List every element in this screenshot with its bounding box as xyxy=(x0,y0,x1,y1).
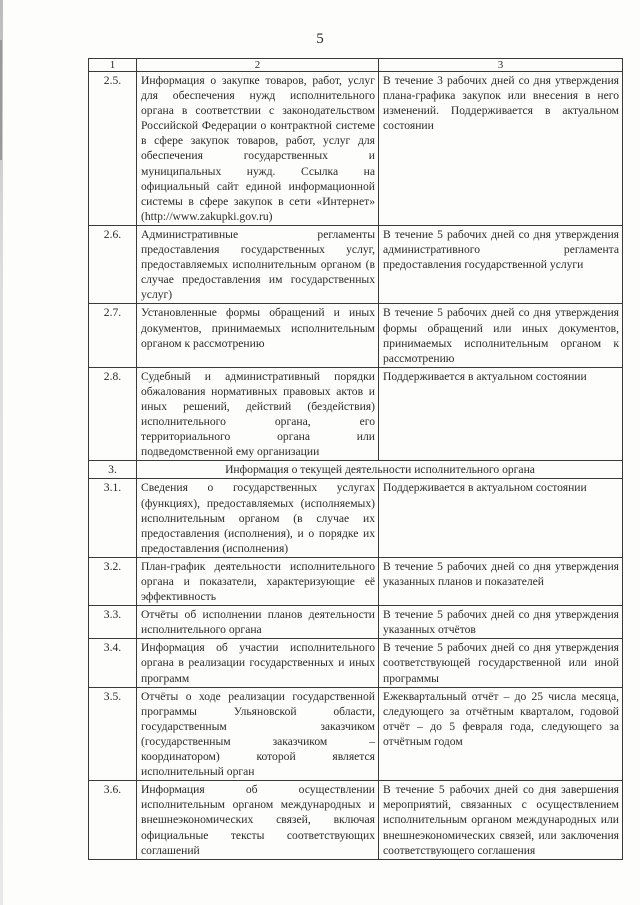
row-number: 3.4. xyxy=(89,639,137,687)
table-header-row xyxy=(89,59,623,72)
row-deadline: В течение 5 рабочих дней со дня утверждения указанных планов и показателей xyxy=(379,557,623,605)
row-description: Информация об осуществлении исполнительным органом международных и внешнеэкономических связей, включая официальные тексты соответствующих соглашений xyxy=(137,781,379,859)
table-row xyxy=(89,606,623,639)
document-table xyxy=(88,58,622,860)
table-row xyxy=(89,225,623,303)
row-number: 3.2. xyxy=(89,557,137,605)
row-deadline: В течение 3 рабочих дней со дня утверждения плана-графика закупок или внесения в него изменений. Поддерживается в актуальном состоянии xyxy=(379,72,623,226)
row-number: 3.6. xyxy=(89,781,137,859)
row-description: Отчёты об исполнении планов деятельности исполнительного органа xyxy=(137,606,379,639)
row-description: Информация о закупке товаров, работ, услуг для обеспечения нужд исполнительного органа в соответствии с законодательством Российской Федерации о контрактной системе в сфере закупок товаров, работ, услуг для обеспечения государственных и муниципальных нужд. Ссылка на официальный сайт единой информационной системы в сфере закупок в сети «Интернет» (http://www.zakupki.gov.ru) xyxy=(137,72,379,226)
row-number: 2.6. xyxy=(89,225,137,303)
row-deadline: В течение 5 рабочих дней со дня утверждения соответствующей государственной или иной программы xyxy=(379,639,623,687)
header-col-3: 3 xyxy=(379,59,623,72)
row-description: План-график деятельности исполнительного органа и показатели, характеризующие её эффективность xyxy=(137,557,379,605)
row-number: 2.8. xyxy=(89,367,137,461)
table-row xyxy=(89,304,623,367)
info-table xyxy=(88,58,623,860)
page-number: 5 xyxy=(316,31,324,47)
row-deadline: В течение 5 рабочих дней со дня завершения мероприятий, связанных с осуществлением исполнительным органом международных или внешнеэкономических связей, или заключения соответствующего соглашения xyxy=(379,781,623,859)
row-number: 2.5. xyxy=(89,72,137,226)
table-row xyxy=(89,72,623,226)
row-deadline: Поддерживается в актуальном состоянии xyxy=(379,367,623,461)
scan-edge-mark xyxy=(0,40,2,160)
header-col-1: 1 xyxy=(89,59,137,72)
row-description: Установленные формы обращений и иных документов, принимаемых исполнительным органом к рассмотрению xyxy=(137,304,379,367)
row-description: Информация об участии исполнительного органа в реализации государственных и иных программ xyxy=(137,639,379,687)
row-deadline: В течение 5 рабочих дней со дня утверждения указанных отчётов xyxy=(379,606,623,639)
row-number: 3.1. xyxy=(89,479,137,557)
row-number: 3.5. xyxy=(89,687,137,781)
row-deadline: Поддерживается в актуальном состоянии xyxy=(379,479,623,557)
row-deadline: В течение 5 рабочих дней со дня утверждения формы обращений или иных документов, принимаемых исполнительным органом к рассмотрению xyxy=(379,304,623,367)
table-row xyxy=(89,479,623,557)
row-description: Сведения о государственных услугах (функциях), предоставляемых (исполняемых) исполнительным органом (в случае их предоставления (исполнения), и о порядке их предоставления (исполнения) xyxy=(137,479,379,557)
table-row xyxy=(89,781,623,859)
row-description: Судебный и административный порядки обжалования нормативных правовых актов и иных решений, действий (бездействия) исполнительного органа, его территориального органа или подведомственной ему организации xyxy=(137,367,379,461)
table-row xyxy=(89,557,623,605)
table-row xyxy=(89,367,623,461)
row-number: 2.7. xyxy=(89,304,137,367)
section-row xyxy=(89,461,623,479)
section-title: Информация о текущей деятельности исполнительного органа xyxy=(137,461,623,479)
row-deadline: Ежеквартальный отчёт – до 25 числа месяца, следующего за отчётным кварталом, годовой отчёт – до 5 февраля года, следующего за отчётным годом xyxy=(379,687,623,781)
row-description: Административные регламенты предоставления государственных услуг, предоставляемых исполнительным органом (в случае предоставления им государственных услуг) xyxy=(137,225,379,303)
row-number: 3.3. xyxy=(89,606,137,639)
section-number: 3. xyxy=(89,461,137,479)
table-row xyxy=(89,687,623,781)
header-col-2: 2 xyxy=(137,59,379,72)
row-deadline: В течение 5 рабочих дней со дня утверждения административного регламента предоставления государственной услуги xyxy=(379,225,623,303)
row-description: Отчёты о ходе реализации государственной программы Ульяновской области, государственным заказчиком (государственным заказчиком – координатором) которой является исполнительный орган xyxy=(137,687,379,781)
table-row xyxy=(89,639,623,687)
